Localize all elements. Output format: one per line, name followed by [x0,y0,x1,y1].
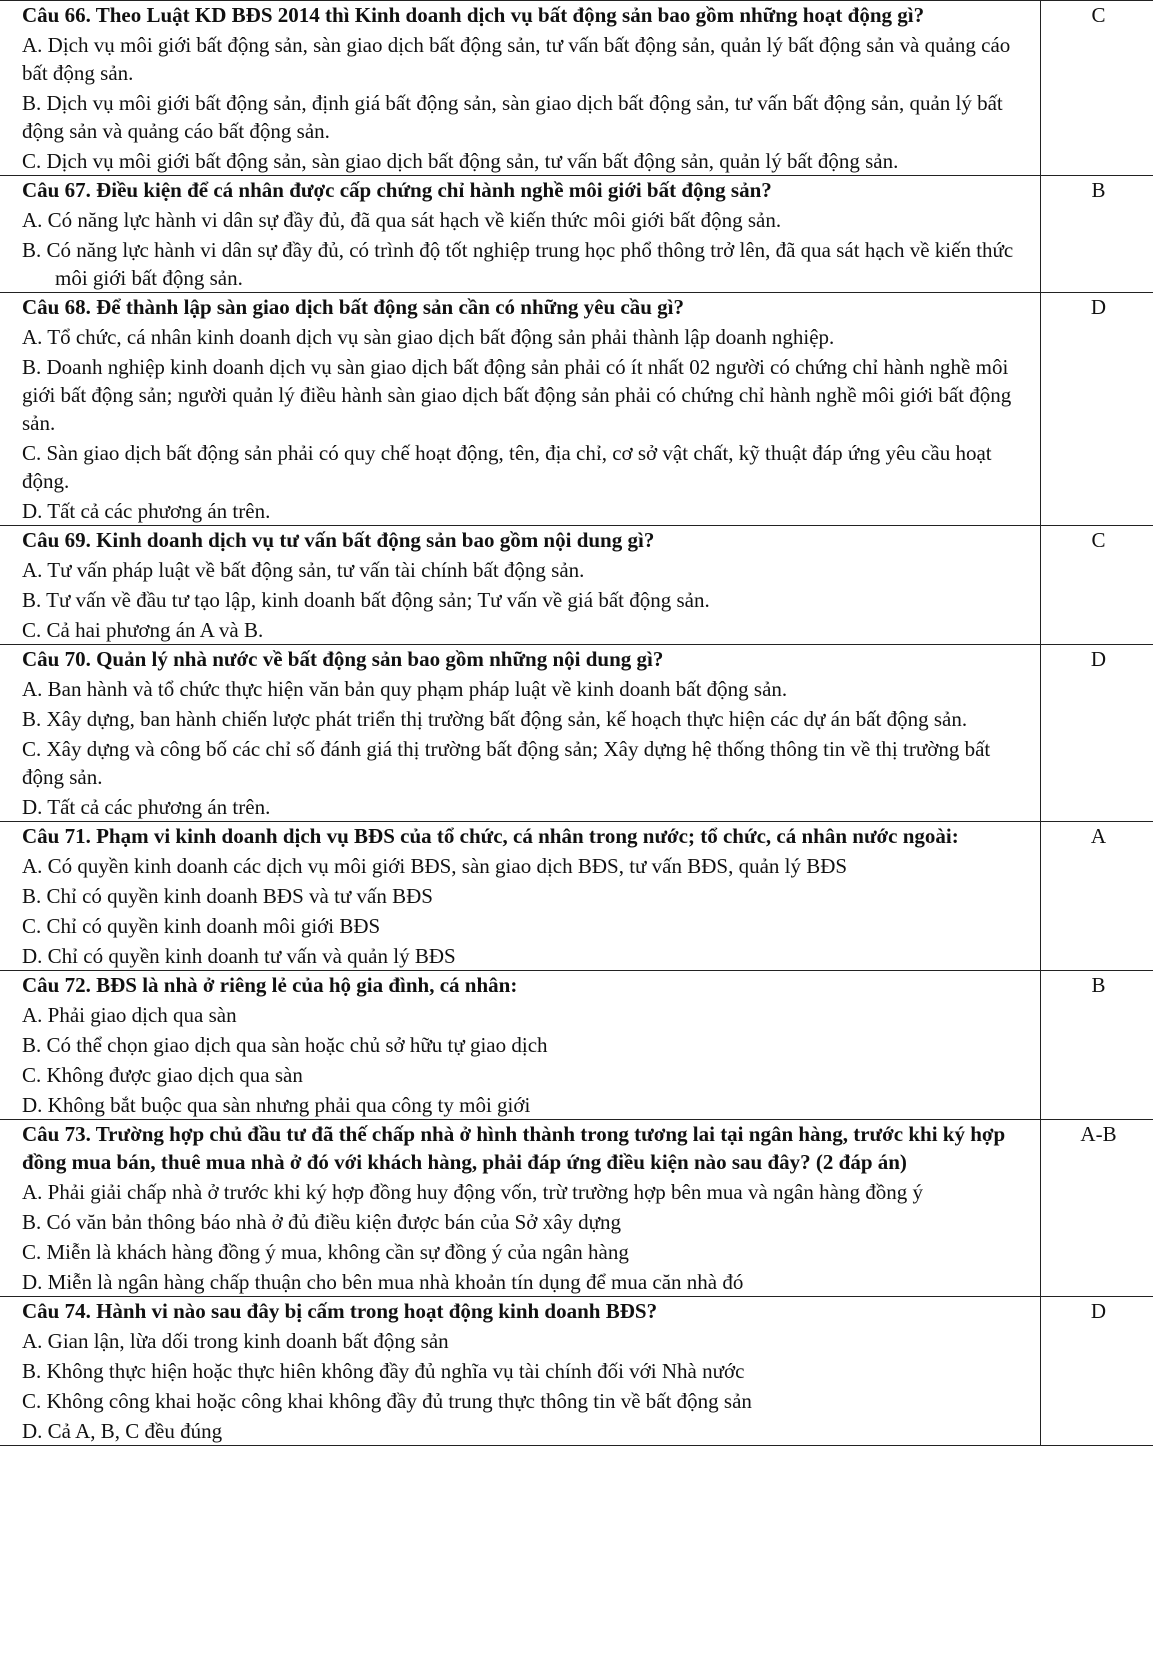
question-row-73 [0,1120,1153,1297]
question-row-69 [0,526,1153,645]
answer-cell: D [1041,1297,1153,1446]
option-a: A. Tư vấn pháp luật về bất động sản, tư vấn tài chính bất động sản. [22,558,585,582]
question-cell [0,1,1041,176]
option-a: A. Tổ chức, cá nhân kinh doanh dịch vụ sàn giao dịch bất động sản phải thành lập doanh nghiệp. [22,325,835,349]
answer-cell: B [1041,176,1153,293]
question-cell [0,526,1041,645]
option-b: B. Không thực hiện hoặc thực hiên không đầy đủ nghĩa vụ tài chính đối với Nhà nước [22,1359,745,1383]
answer-cell: D [1041,293,1153,526]
question-title: Câu 74. Hành vi nào sau đây bị cấm trong hoạt động kinh doanh BĐS? [22,1299,658,1323]
question-cell [0,293,1041,526]
question-cell [0,971,1041,1120]
option-d: D. Miễn là ngân hàng chấp thuận cho bên mua nhà khoản tín dụng để mua căn nhà đó [22,1270,744,1294]
option-b: B. Chỉ có quyền kinh doanh BĐS và tư vấn BĐS [22,884,433,908]
question-cell [0,822,1041,971]
answer-cell: D [1041,645,1153,822]
question-title: Câu 67. Điều kiện để cá nhân được cấp chứng chỉ hành nghề môi giới bất động sản? [22,178,772,202]
option-c: C. Không được giao dịch qua sàn [22,1063,303,1087]
option-c: C. Miễn là khách hàng đồng ý mua, không cần sự đồng ý của ngân hàng [22,1240,629,1264]
option-d: D. Không bắt buộc qua sàn nhưng phải qua công ty môi giới [22,1093,531,1117]
question-title: Câu 68. Để thành lập sàn giao dịch bất động sản cần có những yêu cầu gì? [22,295,685,319]
option-b: B. Có năng lực hành vi dân sự đầy đủ, có trình độ tốt nghiệp trung học phổ thông trở lên, đã qua sát hạch về kiến thức môi giới bất động sản. [22,238,1014,290]
option-c: C. Xây dựng và công bố các chỉ số đánh giá thị trường bất động sản; Xây dựng hệ thống thông tin về thị trường bất động sản. [22,737,991,789]
question-row-66 [0,1,1153,176]
option-d: D. Chỉ có quyền kinh doanh tư vấn và quản lý BĐS [22,944,456,968]
answer-cell: C [1041,526,1153,645]
option-a: A. Phải giao dịch qua sàn [22,1003,237,1027]
option-b: B. Dịch vụ môi giới bất động sản, định giá bất động sản, sàn giao dịch bất động sản, tư vấn bất động sản, quản lý bất động sản và quảng cáo bất động sản. [22,91,1003,143]
question-title: Câu 69. Kinh doanh dịch vụ tư vấn bất động sản bao gồm nội dung gì? [22,528,655,552]
option-a: A. Ban hành và tổ chức thực hiện văn bản quy phạm pháp luật về kinh doanh bất động sản. [22,677,788,701]
option-a: A. Phải giải chấp nhà ở trước khi ký hợp đồng huy động vốn, trừ trường hợp bên mua và ngân hàng đồng ý [22,1180,923,1204]
option-d: D. Tất cả các phương án trên. [22,795,271,819]
question-title: Câu 73. Trường hợp chủ đầu tư đã thế chấp nhà ở hình thành trong tương lai tại ngân hàng, trước khi ký hợp đồng mua bán, thuê mua nhà ở đó với khách hàng, phải đáp ứng điều kiện nào sau đây? (2 đáp án) [22,1122,1006,1174]
option-c: C. Chỉ có quyền kinh doanh môi giới BĐS [22,914,381,938]
question-title: Câu 72. BĐS là nhà ở riêng lẻ của hộ gia đình, cá nhân: [22,973,518,997]
answer-cell: A [1041,822,1153,971]
answer-cell: A-B [1041,1120,1153,1297]
option-b: B. Có văn bản thông báo nhà ở đủ điều kiện được bán của Sở xây dựng [22,1210,622,1234]
question-cell [0,645,1041,822]
question-row-67 [0,176,1153,293]
option-a: A. Có năng lực hành vi dân sự đầy đủ, đã qua sát hạch về kiến thức môi giới bất động sản. [22,208,782,232]
question-row-68 [0,293,1153,526]
option-b: B. Doanh nghiệp kinh doanh dịch vụ sàn giao dịch bất động sản phải có ít nhất 02 người có chứng chỉ hành nghề môi giới bất động sản; người quản lý điều hành sàn giao dịch bất động sản phải có chứng chỉ hành nghề môi giới bất động sản. [22,355,1012,435]
question-row-71 [0,822,1153,971]
option-a: A. Gian lận, lừa dối trong kinh doanh bất động sản [22,1329,449,1353]
option-b: B. Có thể chọn giao dịch qua sàn hoặc chủ sở hữu tự giao dịch [22,1033,548,1057]
question-cell [0,1297,1041,1446]
answer-cell: C [1041,1,1153,176]
question-row-74 [0,1297,1153,1446]
option-c: C. Dịch vụ môi giới bất động sản, sàn giao dịch bất động sản, tư vấn bất động sản, quản lý bất động sản. [22,149,899,173]
option-c: C. Sàn giao dịch bất động sản phải có quy chế hoạt động, tên, địa chỉ, cơ sở vật chất, kỹ thuật đáp ứng yêu cầu hoạt động. [22,441,992,493]
option-b: B. Xây dựng, ban hành chiến lược phát triển thị trường bất động sản, kế hoạch thực hiện các dự án bất động sản. [22,707,968,731]
option-a: A. Có quyền kinh doanh các dịch vụ môi giới BĐS, sàn giao dịch BĐS, tư vấn BĐS, quản lý BĐS [22,854,848,878]
question-title: Câu 71. Phạm vi kinh doanh dịch vụ BĐS của tổ chức, cá nhân trong nước; tổ chức, cá nhân nước ngoài: [22,824,959,848]
question-cell [0,1120,1041,1297]
option-d: D. Tất cả các phương án trên. [22,499,271,523]
option-c: C. Không công khai hoặc công khai không đầy đủ trung thực thông tin về bất động sản [22,1389,752,1413]
option-a: A. Dịch vụ môi giới bất động sản, sàn giao dịch bất động sản, tư vấn bất động sản, quản lý bất động sản và quảng cáo bất động sản. [22,33,1011,85]
answer-cell: B [1041,971,1153,1120]
option-b: B. Tư vấn về đầu tư tạo lập, kinh doanh bất động sản; Tư vấn về giá bất động sản. [22,588,710,612]
question-title: Câu 70. Quản lý nhà nước về bất động sản bao gồm những nội dung gì? [22,647,664,671]
option-d: D. Cả A, B, C đều đúng [22,1419,223,1443]
question-row-70 [0,645,1153,822]
question-row-72 [0,971,1153,1120]
option-c: C. Cả hai phương án A và B. [22,618,264,642]
question-title: Câu 66. Theo Luật KD BĐS 2014 thì Kinh doanh dịch vụ bất động sản bao gồm những hoạt động gì? [22,3,925,27]
question-cell [0,176,1041,293]
